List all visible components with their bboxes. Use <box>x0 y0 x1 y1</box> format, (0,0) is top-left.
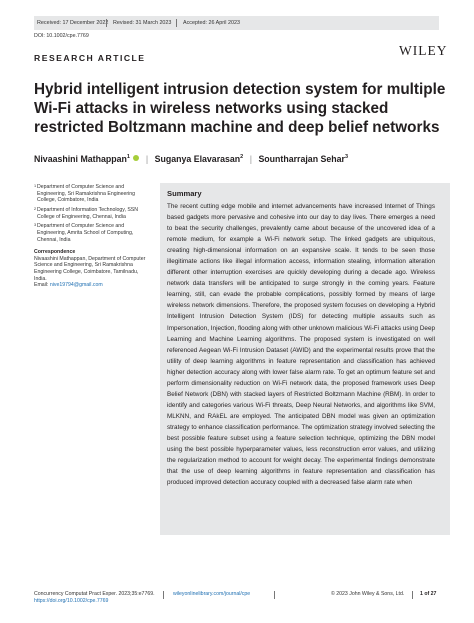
doi: DOI: 10.1002/cpe.7769 <box>34 33 89 39</box>
author-affil-mark: 2 <box>240 154 244 161</box>
author-name[interactable]: Nivaashini Mathappan <box>34 154 127 164</box>
divider <box>412 591 413 599</box>
journal-doi-link[interactable]: https://doi.org/10.1002/cpe.7769 <box>34 598 109 604</box>
author-name[interactable]: Suganya Elavarasan <box>154 154 241 164</box>
affiliations <box>34 184 149 289</box>
affiliation-text: Department of Information Technology, SSN College of Engineering, Chennai, India <box>37 206 139 220</box>
paper-title: Hybrid intelligent intrusion detection system for multiple Wi-Fi attacks in wireless networks using stacked restricted Boltzmann machine and deep belief networks <box>34 81 446 136</box>
affiliation-mark: 3 <box>34 223 37 228</box>
copyright: © 2023 John Wiley & Sons, Ltd. <box>331 591 405 597</box>
article-dates-bar <box>34 16 439 30</box>
author-separator: | <box>145 154 149 164</box>
orcid-icon[interactable] <box>133 155 139 161</box>
summary-text: The recent cutting edge mobile and internet advancements have increased Internet of Things based gadgets more pervasive and cohesive into our day to day lives. There emerges a need to beat the security challenges, prevalently came about because of the uncovered idea of a remote medium, for example a Wi-Fi network setup. The linked gadgets are ubiquitous, creating high-dimensional information on an expansive scale. It tends to be seen those illegitimate actions like illegal information access, information stealing, information alteration different other interruption exercises are quickly developing during a decade ago. Wireless network data transfers will be anticipated to surge strongly in the coming years. Feature learning, still, can evade the probable complications, possibly formed by means of large wireless network dimensions. Therefore, the proposed system focuses on developing a Hybrid Intelligent Intrusion Detection System (IDS) for detecting multiple assaults such as Impersonation, Injection, flooding along with other unknown malicious Wi-Fi attacks using Deep Learning and Machine Learning algorithms. The proposed system is investigated on well referenced Aegean Wi-Fi Intrusion Dataset (AWID) and the experimental results prove that the utility of deep learning algorithms in feature representation and classification has achieved higher detection accuracy along with lower false alarm rate. To get an optimum feature set and perform dimensionality reduction on Wi-Fi network data, the proposed framework uses Deep Belief Network (DBN) with stacked layers of Restricted Boltzmann Machine (RBM). In order to identify and categories various Wi-Fi threats, Deep Neural Networks, and algorithms like SVM, MLKNN, and RAkEL are employed. The anticipated DBN model was given an optimization strategy to enhance classification performance. The optimization strategy involved selecting the best possible feature subset using a feature selection technique, optimizing the DBN model using the best possible hyperparameter values, less reconstruction error values, and utilizing the regularization method to account for weight decay. The experimental findings demonstrate that the use of deep learning algorithms in feature representation and classification has produced improved detection accuracy coupled with a decreased false alarm rate when <box>167 203 435 487</box>
journal-citation: Concurrency Computat Pract Exper. 2023;35:e7769. <box>34 591 155 597</box>
correspondence-text: Nivaashini Mathappan, Department of Computer Science and Engineering, Sri Ramakrishna Engineering College, Coimbatore, Tamilnadu, India. <box>34 255 146 282</box>
affiliation <box>34 223 149 243</box>
journal-url-link[interactable]: wileyonlinelibrary.com/journal/cpe <box>173 591 251 597</box>
email-link[interactable]: nive19794@gmail.com <box>49 282 103 289</box>
divider <box>163 591 164 599</box>
author-affil-mark: 1 <box>126 154 130 161</box>
article-type: RESEARCH ARTICLE <box>34 53 146 63</box>
author-name[interactable]: Sountharrajan Sehar <box>258 154 345 164</box>
author-affil-mark: 3 <box>344 154 349 161</box>
email-label: Email: <box>34 282 50 289</box>
divider <box>176 19 177 27</box>
correspondence-email-line <box>34 282 149 289</box>
affiliation-text: Department of Computer Science and Engineering, Amrita School of Computing, Chennai, India <box>37 223 134 243</box>
revised-date: Revised: 31 March 2023 <box>113 20 172 26</box>
accepted-date: Accepted: 26 April 2023 <box>183 20 240 26</box>
correspondence-heading: Correspondence <box>34 249 76 256</box>
publisher-logo: WILEY <box>399 43 448 58</box>
affiliation <box>34 184 149 204</box>
received-date: Received: 17 December 2022 <box>37 20 109 26</box>
affiliation <box>34 207 149 220</box>
affiliation-mark: 2 <box>34 206 37 211</box>
divider <box>274 591 275 599</box>
summary-heading: Summary <box>167 189 202 198</box>
page-number: 1 of 27 <box>420 591 437 597</box>
affiliation-text: Department of Computer Science and Engineering, Sri Ramakrishna Engineering College, Coimbatore, India <box>37 184 136 204</box>
author-list <box>34 154 348 164</box>
affiliation-mark: 1 <box>34 184 37 188</box>
divider <box>106 19 107 27</box>
author-separator: | <box>249 154 252 164</box>
